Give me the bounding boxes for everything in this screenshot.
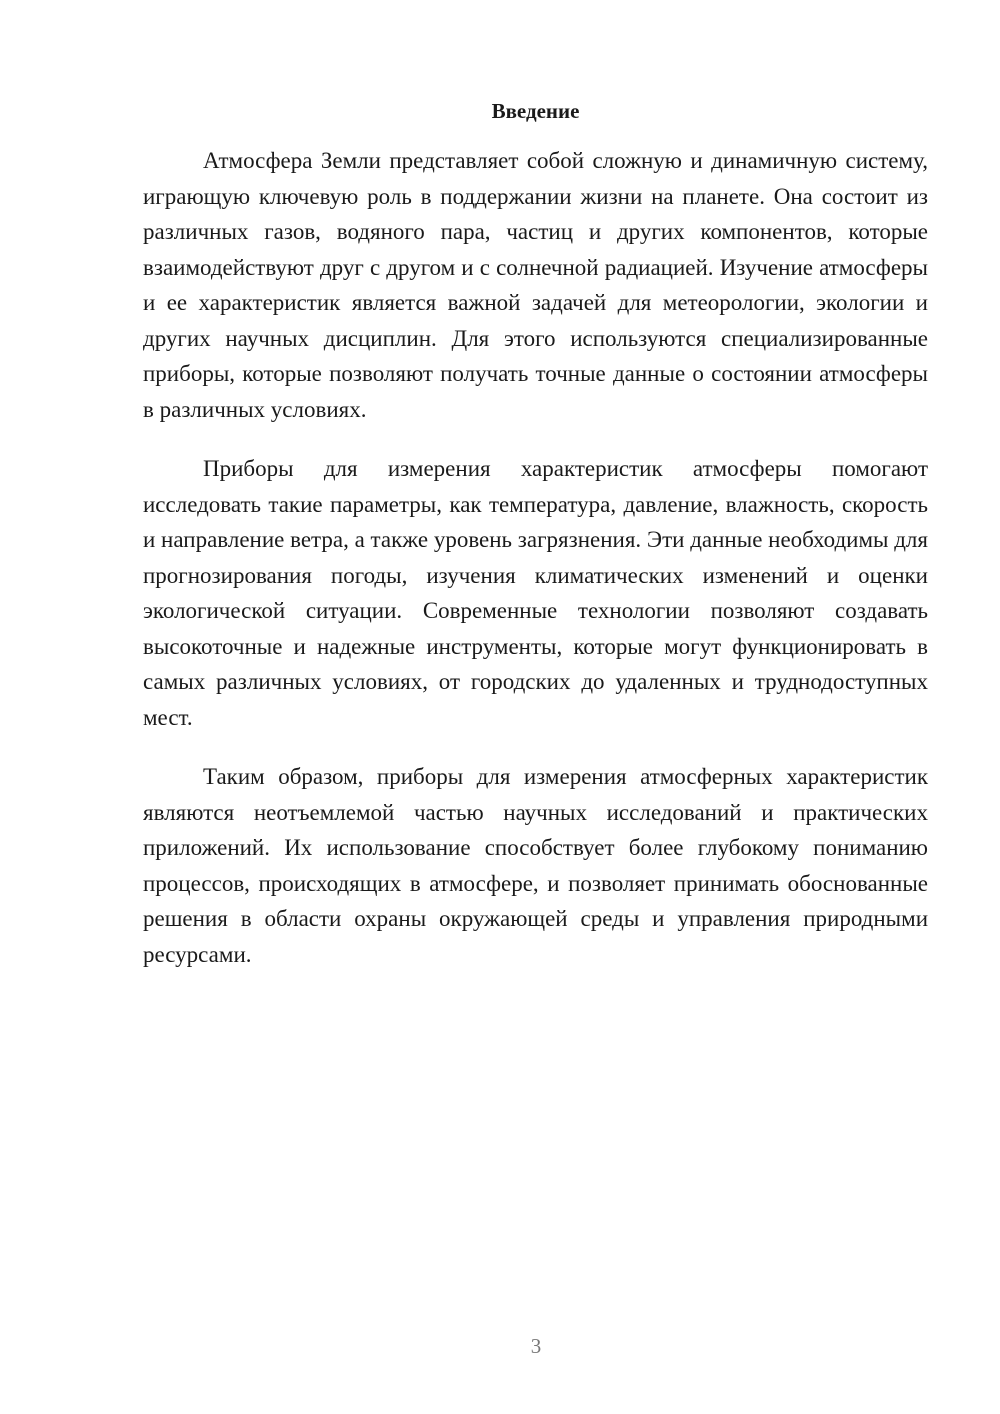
section-heading: Введение	[491, 99, 580, 123]
paragraph-1: Атмосфера Земли представляет собой сложную и динамичную систему, играющую ключевую роль в поддержании жизни на планете. Она состоит из различных газов, водяного пара, частиц и других компонентов, которые взаимодействуют друг с другом и с солнечной радиацией. Изучение атмосферы и ее характеристик является важной задачей для метеорологии, экологии и других научных дисциплин. Для этого используются специализированные приборы, которые позволяют получать точные данные о состоянии атмосферы в различных условиях.	[143, 148, 928, 422]
paragraph-3: Таким образом, приборы для измерения атмосферных характеристик являются неотъемлемой частью научных исследований и практических приложений. Их использование способствует более глубокому пониманию процессов, происходящих в атмосфере, и позволяет принимать обоснованные решения в области охраны окружающей среды и управления природными ресурсами.	[143, 764, 928, 967]
paragraph-2: Приборы для измерения характеристик атмосферы помогают исследовать такие параметры, как температура, давление, влажность, скорость и направление ветра, а также уровень загрязнения. Эти данные необходимы для прогнозирования погоды, изучения климатических изменений и оценки экологической ситуации. Современные технологии позволяют создавать высокоточные и надежные инструменты, которые могут функционировать в самых различных условиях, от городских до удаленных и труднодоступных мест.	[143, 456, 928, 730]
page-number: 3	[530, 1334, 542, 1358]
document-body	[143, 143, 928, 996]
